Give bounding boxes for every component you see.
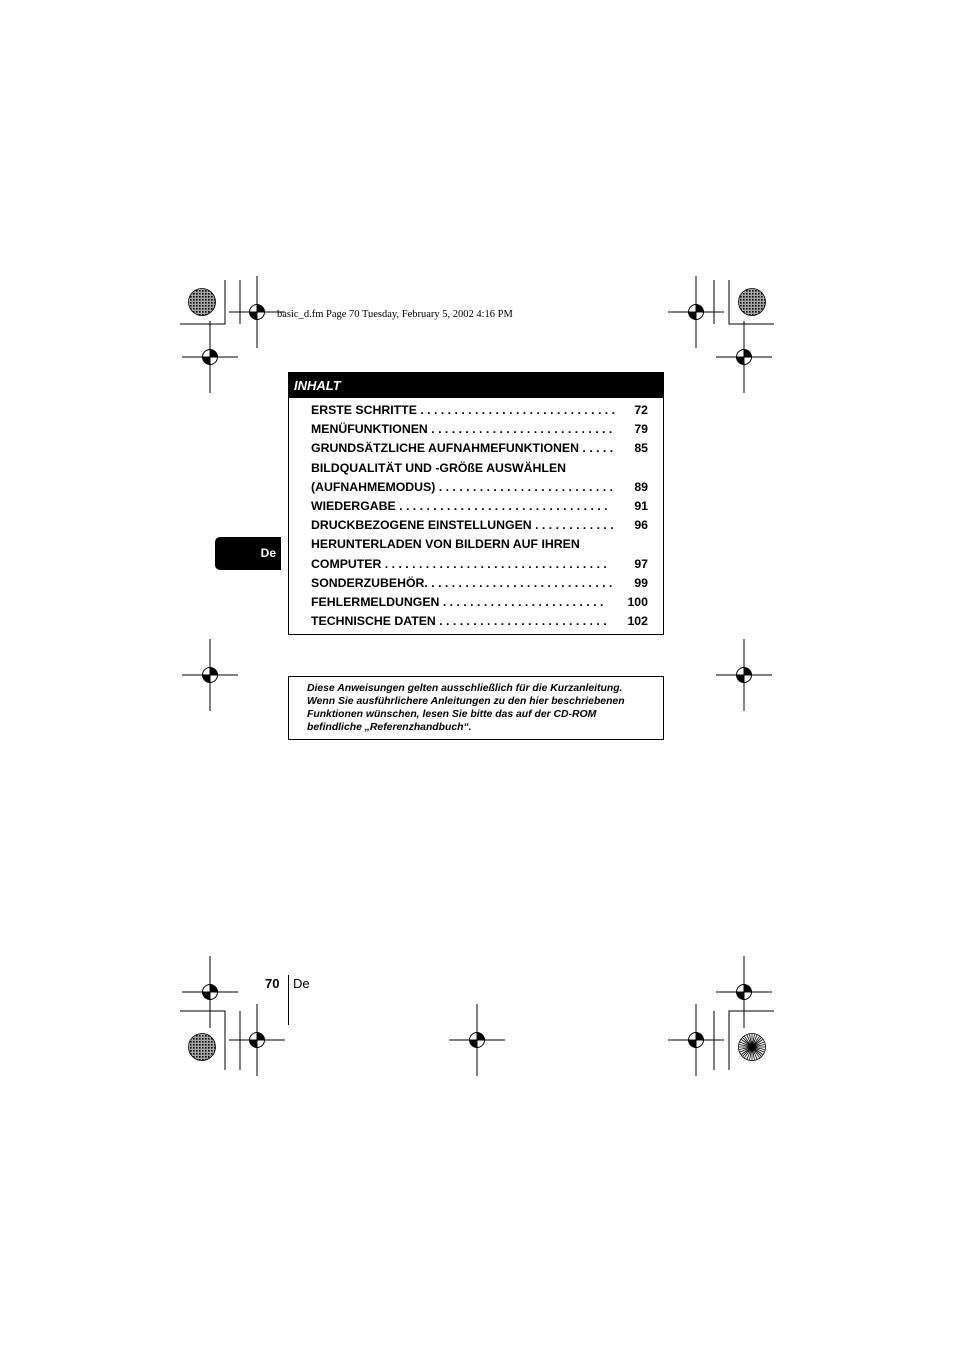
toc-entry[interactable]: [311, 593, 648, 612]
toc-entry-page: 85: [634, 441, 648, 456]
note-box: [288, 676, 664, 740]
file-header: basic_d.fm Page 70 Tuesday, February 5, 2002 4:16 PM: [277, 309, 513, 320]
toc-entry-label: MENÜFUNKTIONEN . . . . . . . . . . . . . . . . . . . . . . . . . . .: [311, 422, 613, 437]
toc-entry-page: 102: [627, 614, 648, 629]
toc-entry-label: BILDQUALITÄT UND -GRÖßE AUSWÄHLEN: [311, 460, 567, 475]
toc-entry-label: FEHLERMELDUNGEN . . . . . . . . . . . . . . . . . . . . . . . .: [311, 594, 604, 609]
toc-list: [311, 401, 648, 631]
toc-entry[interactable]: [311, 420, 648, 439]
toc-entry-label: SONDERZUBEHÖR. . . . . . . . . . . . . . . . . . . . . . . . . . . .: [311, 575, 613, 590]
toc-entry-page: 97: [634, 556, 648, 571]
toc-entry[interactable]: [311, 497, 648, 516]
footer-divider: [288, 975, 289, 1025]
toc-title: INHALT: [289, 373, 663, 398]
toc-entry-page: 79: [634, 422, 648, 437]
page-number: 70: [265, 976, 280, 991]
toc-entry-label: COMPUTER . . . . . . . . . . . . . . . . . . . . . . . . . . . . . . . . .: [311, 556, 607, 571]
note-line: Wenn Sie ausführlichere Anleitungen zu den hier beschriebenen: [307, 696, 625, 707]
toc-entry[interactable]: [311, 516, 648, 535]
toc-entry-label: DRUCKBEZOGENE EINSTELLUNGEN . . . . . . . . . . . .: [311, 518, 614, 533]
language-tab: De: [215, 537, 281, 570]
toc-entry[interactable]: [311, 555, 648, 574]
toc-entry-page: 99: [634, 575, 648, 590]
toc-entry-label: WIEDERGABE . . . . . . . . . . . . . . . . . . . . . . . . . . . . . . .: [311, 498, 608, 513]
toc-entry-label: GRUNDSÄTZLICHE AUFNAHMEFUNKTIONEN . . . . .: [311, 441, 614, 456]
footer-language: De: [293, 976, 310, 991]
toc-entry[interactable]: [311, 478, 648, 497]
toc-entry-label: (AUFNAHMEMODUS) . . . . . . . . . . . . . . . . . . . . . . . . . .: [311, 479, 613, 494]
note-line: Funktionen wünschen, lesen Sie bitte das auf der CD-ROM: [307, 709, 597, 720]
toc-entry[interactable]: [311, 401, 648, 420]
toc-entry-page: 72: [634, 403, 648, 417]
toc-entry[interactable]: [311, 612, 648, 631]
toc-entry[interactable]: [311, 459, 648, 478]
toc-entry[interactable]: [311, 574, 648, 593]
toc-entry-label: ERSTE SCHRITTE . . . . . . . . . . . . . . . . . . . . . . . . . . . . .: [311, 403, 616, 417]
toc-entry-label: HERUNTERLADEN VON BILDERN AUF IHREN: [311, 537, 580, 552]
note-line: Diese Anweisungen gelten ausschließlich für die Kurzanleitung.: [307, 683, 623, 694]
toc-entry-label: TECHNISCHE DATEN . . . . . . . . . . . . . . . . . . . . . . . . .: [311, 614, 607, 629]
toc-entry[interactable]: [311, 439, 648, 458]
table-of-contents: [288, 372, 664, 635]
toc-entry-page: 100: [627, 594, 648, 609]
toc-entry-page: 91: [634, 498, 648, 513]
note-line: befindliche „Referenzhandbuch“.: [307, 722, 472, 733]
toc-entry-page: 89: [634, 479, 648, 494]
toc-entry-page: 96: [634, 518, 648, 533]
toc-entry[interactable]: [311, 535, 648, 554]
